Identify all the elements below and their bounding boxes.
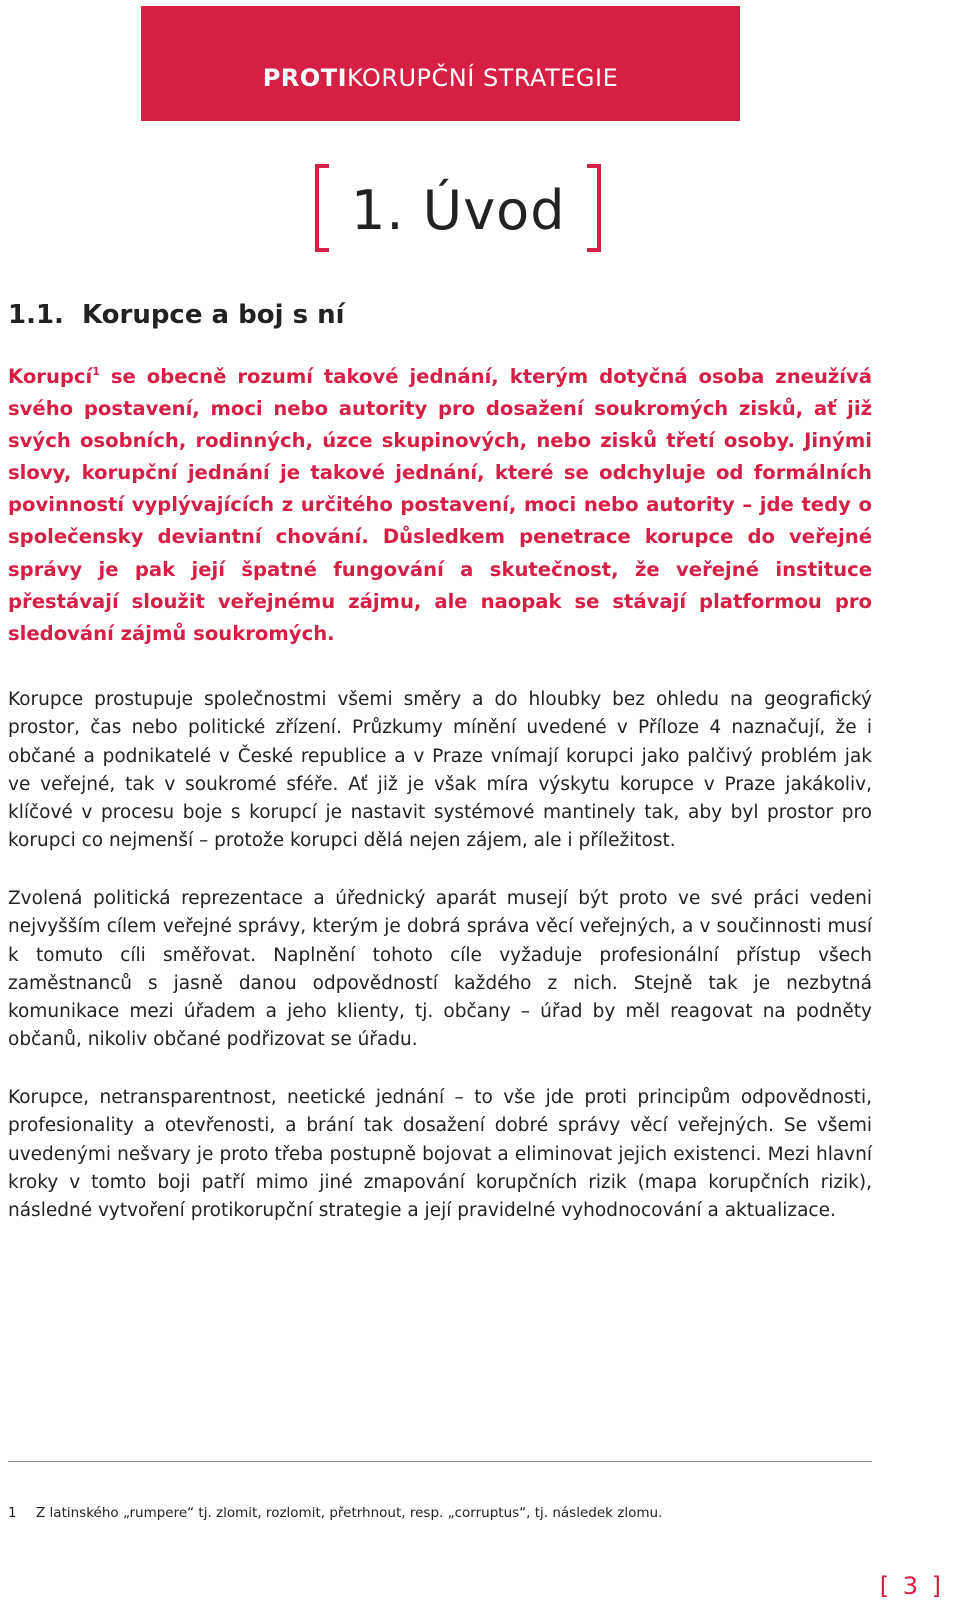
- header-banner: [141, 6, 740, 121]
- section-title: Korupce a boj s ní: [81, 300, 345, 330]
- document-title-rest: KORUPČNÍ STRATEGIE: [347, 63, 619, 92]
- body-paragraph: Korupce, netransparentnost, neetické jednání – to vše jde proti principům odpovědnosti, profesionality a otevřenosti, a brání tak dosažení dobré správy věcí veřejných. Se všemi uvedenými nešvary je proto třeba postupně bojovat a eliminovat jejich existenci. Mezi hlavní kroky v tomto boji patří mimo jiné zmapování korupčních rizik (mapa korupčních rizik), následné vytvoření protikorupční strategie a její pravidelné vyhodnocování a aktualizace.: [8, 1087, 872, 1222]
- left-bracket-decoration: [315, 164, 329, 252]
- section-heading: [8, 300, 345, 330]
- body-paragraph: Zvolená politická reprezentace a úřednický aparát musejí být proto ve své práci vedeni nejvyšším cílem veřejné správy, kterým je dobrá správa věcí veřejných, a v součinnosti musí k tomuto cíli směřovat. Naplnění tohoto cíle vyžaduje profesionální přístup všech zaměstnanců s jasně danou odpovědností každého z nich. Stejně tak je nezbytná komunikace mezi úřadem a jeho klienty, tj. občany – úřad by měl reagovat na podněty občanů, nikoliv občané podřizovat se úřadu.: [8, 888, 872, 1051]
- page-number: [ 3 ]: [879, 1572, 944, 1600]
- intro-paragraph: [8, 361, 872, 650]
- intro-lead-word: Korupcí: [8, 365, 93, 388]
- section-number: 1.1.: [8, 300, 64, 330]
- chapter-title: 1. Úvod: [351, 179, 566, 242]
- footnote-reference[interactable]: 1: [92, 365, 100, 378]
- document-title: [263, 64, 619, 92]
- intro-text: se obecně rozumí takové jednání, kterým dotyčná osoba zneužívá svého postavení, moci nebo autority pro dosažení soukromých zisků, ať již svých osobních, rodinných, úzce skupinových, nebo zisků třetí osoby. Jinými slovy, korupční jednání je takové jednání, které se odchyluje od formálních povinností vyplývajících z určitého postavení, moci nebo autority – jde tedy o společensky deviantní chování. Důsledkem penetrace korupce do veřejné správy je pak její špatné fungování a skutečnost, že veřejné instituce přestávají sloužit veřejnému zájmu, ale naopak se stávají platformou pro sledování zájmů soukromých.: [8, 365, 872, 645]
- chapter-heading: [315, 162, 601, 254]
- body-paragraph: Korupce prostupuje společnostmi všemi směry a do hloubky bez ohledu na geografický prostor, čas nebo politické zřízení. Průzkumy mínění uvedené v Příloze 4 naznačují, že i občané a podnikatelé v České republice a v Praze vnímají korupci jako palčivý problém jak ve veřejné, tak v soukromé sféře. Ať již je však míra výskytu korupce v Praze jakákoliv, klíčové v procesu boje s korupcí je nastavit systémové mantinely tak, aby byl prostor pro korupci co nejmenší – protože korupci dělá nejen zájem, ale i příležitost.: [8, 689, 872, 852]
- document-title-bold: PROTI: [262, 63, 347, 92]
- footnote: [8, 1505, 662, 1521]
- footnote-number: 1: [8, 1505, 17, 1521]
- right-bracket-decoration: [587, 164, 601, 252]
- footnote-text: Z latinského „rumpere“ tj. zlomit, rozlomit, přetrhnout, resp. „corruptus“, tj. následek zlomu.: [36, 1505, 663, 1521]
- footnote-divider: [8, 1461, 872, 1462]
